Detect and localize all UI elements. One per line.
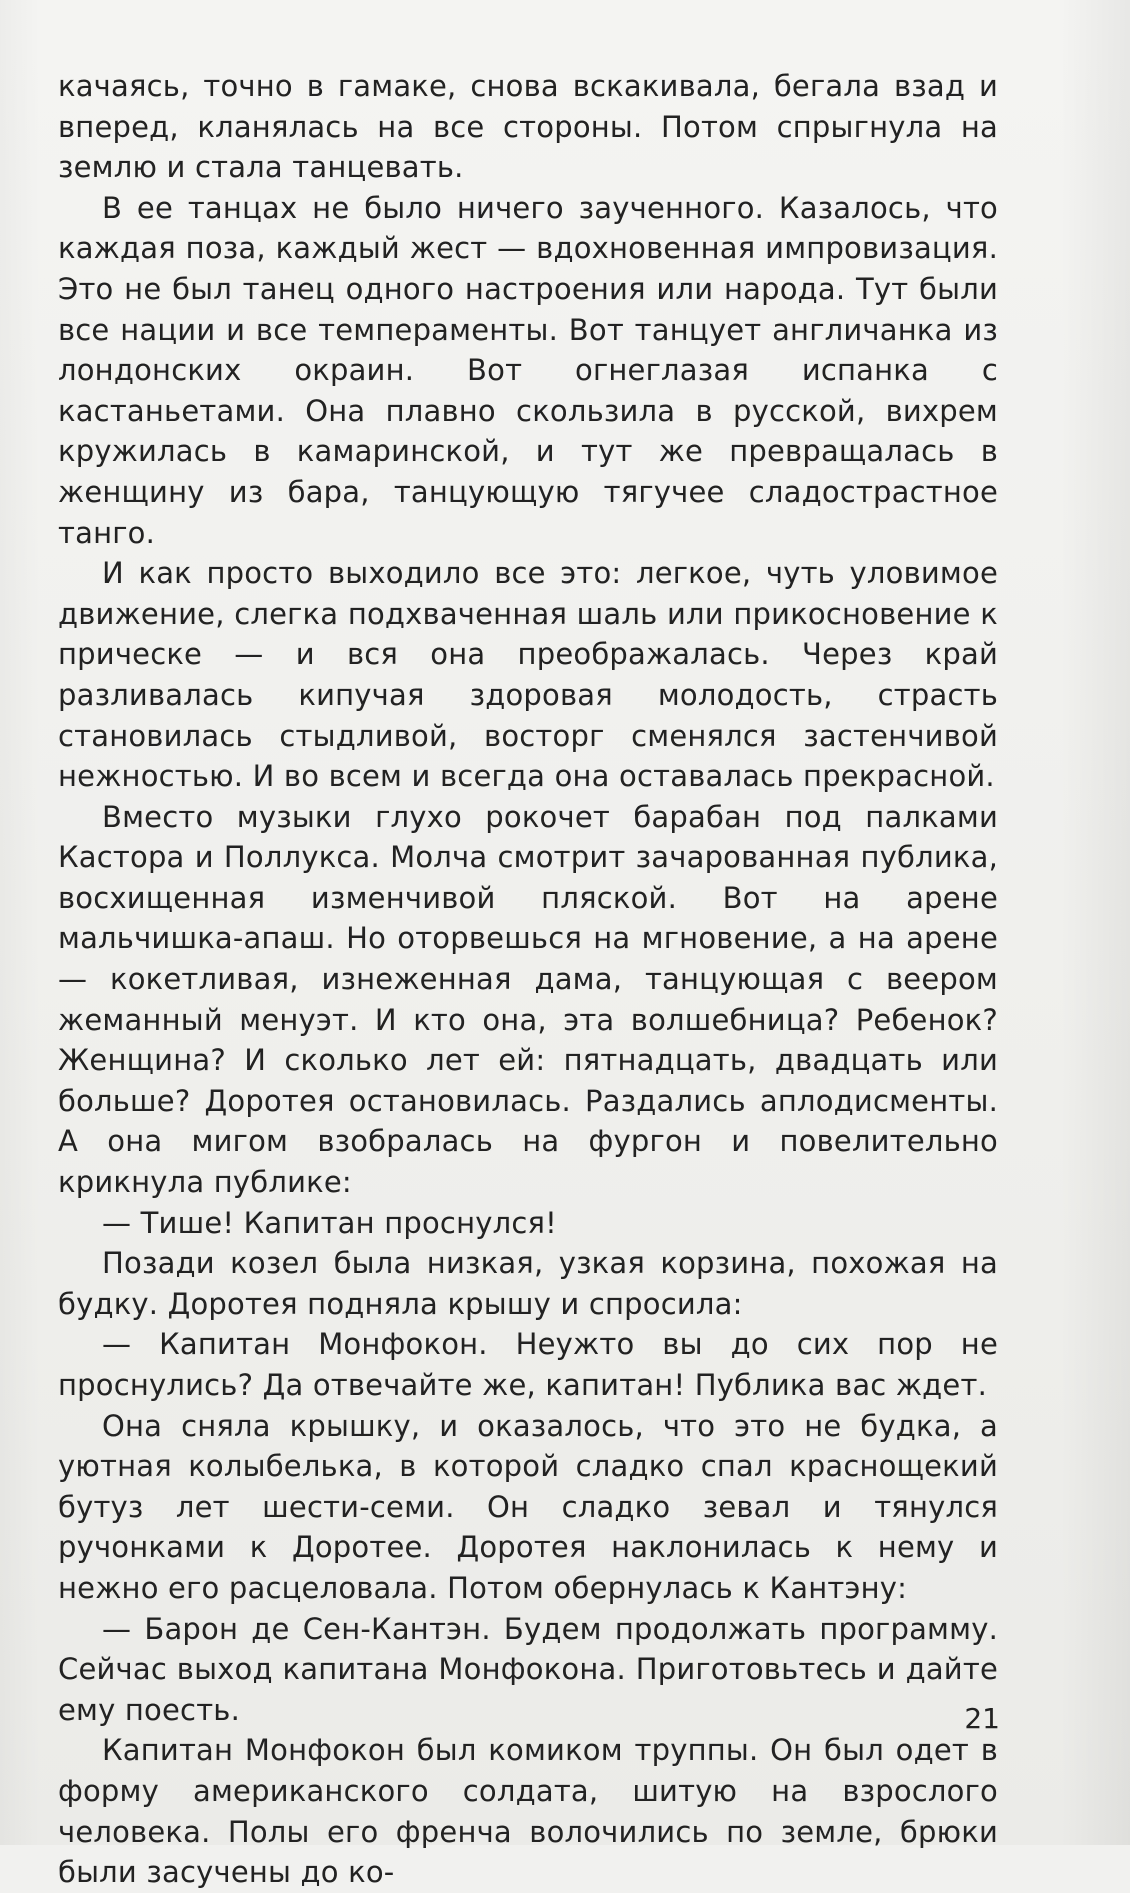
paragraph-8: Она сняла крышку, и оказалось, что это не будка, а уютная колыбелька, в которой сладко спал краснощекий бутуз лет шести-семи. Он сладко зевал и тянулся ручонками к Доротее. Доротея наклонилась к нему и нежно его расцеловала. Потом обернулась к Кантэну:: [58, 1408, 998, 1605]
paragraph-10: Капитан Монфокон был комиком труппы. Он был одет в форму американского солдата, шитую на взрослого человека. Полы его френча волочились по земле, брюки были засучены до ко-: [58, 1733, 998, 1890]
paragraph-3: И как просто выходило все это: легкое, чуть уловимое движение, слегка подхваченная шаль или прикосновение к прическе — и вся она преображалась. Через край разливалась кипучая здоровая молодость, страсть становилась стыдливой, восторг сменялся застенчивой нежностью. И во всем и всегда она оставалась прекрасной.: [58, 556, 998, 794]
paragraph-2: В ее танцах не было ничего заученного. Казалось, что каждая поза, каждый жест — вдохновенная импровизация. Это не был танец одного настроения или народа. Тут были все нации и все темпераменты. Вот танцует англичанка из лондонских окраин. Вот огнеглазая испанка с кастаньетами. Она плавно скользила в русской, вихрем кружилась в камаринской, и тут же превращалась в женщину из бара, танцующую тягучее сладострастное танго.: [58, 190, 998, 550]
paragraph-6: Позади козел была низкая, узкая корзина, похожая на будку. Доротея подняла крышу и спросила:: [58, 1246, 998, 1321]
paragraph-9: — Барон де Сен-Кантэн. Будем продолжать программу. Сейчас выход капитана Монфокона. Приготовьтесь и дайте ему поесть.: [58, 1611, 998, 1727]
paragraph-4: Вместо музыки глухо рокочет барабан под палками Кастора и Поллукса. Молча смотрит зачарованная публика, восхищенная изменчивой пляской. Вот на арене мальчишка-апаш. Но оторвешься на мгновение, а на арене — кокетливая, изнеженная дама, танцующая с веером жеманный менуэт. И кто она, эта волшебница? Ребенок? Женщина? И сколько лет ей: пятнадцать, двадцать или больше? Доротея остановилась. Раздались аплодисменты. А она мигом взобралась на фургон и повелительно крикнула публике:: [58, 799, 998, 1200]
body-text: [58, 66, 998, 1893]
page-number: 21: [964, 1702, 1000, 1735]
paragraph-7: — Капитан Монфокон. Неужто вы до сих пор не проснулись? Да отвечайте же, капитан! Публика вас ждет.: [58, 1327, 998, 1402]
paragraph-1: качаясь, точно в гамаке, снова вскакивала, бегала взад и вперед, кланялась на все стороны. Потом спрыгнула на землю и стала танцевать.: [58, 69, 998, 185]
paragraph-5: — Тише! Капитан проснулся!: [102, 1205, 557, 1240]
